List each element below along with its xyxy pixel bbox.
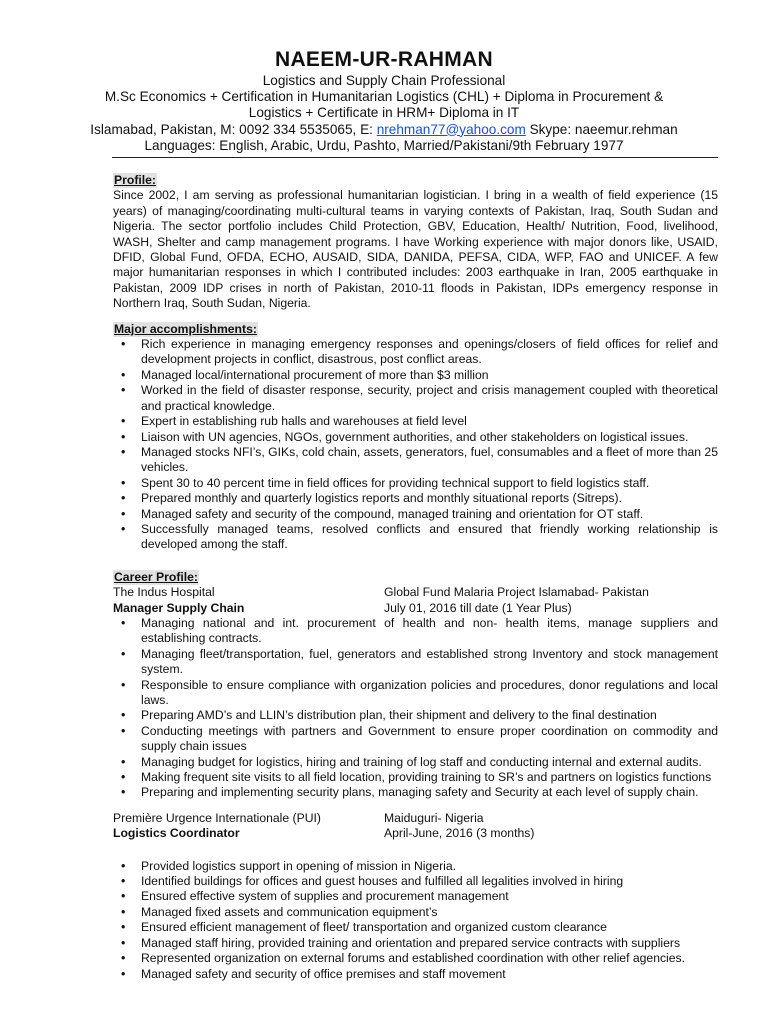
job-org-row: [113, 811, 718, 826]
list-item: • Successfully managed teams, resolved conflicts and ensured that friendly working relationship is developed among the staff.: [141, 522, 718, 553]
job-dates: April-June, 2016 (3 months): [384, 826, 535, 841]
career-section: [113, 570, 718, 982]
list-item: • Preparing AMD’s and LLIN’s distribution plan, their shipment and delivery to the final destination: [141, 708, 718, 723]
profile-text: Since 2002, I am serving as professional humanitarian logistician. I bring in a wealth of field experience (15 years) of managing/coordinating multi-cultural teams in varying contexts of Pakistan, Iraq, South Sudan and Nigeria. The sector portfolio includes Child Protection, GBV, Education, Health/ Nutrition, Food, livelihood, WASH, Shelter and camp management programs. I have Working experience with major donors like, USAID, DFID, Global Fund, OFDA, ECHO, AUSAID, SIDA, DANIDA, PEFSA, CIDA, WFP, FAO and UNICEF. A few major humanitarian responses in which I contributed includes: 2003 earthquake in Iran, 2005 earthquake in Pakistan, 2009 IDP crises in north of Pakistan, 2010-11 floods in Pakistan, IDPs emergency response in Northern Iraq, South Sudan, Nigeria.: [113, 188, 718, 311]
list-item: • Managing budget for logistics, hiring and training of log staff and conducting internal and external audits.: [141, 755, 718, 770]
job-duties-list: [113, 616, 718, 801]
resume-header: [0, 47, 768, 154]
list-item: • Managed safety and security of office premises and staff movement: [141, 967, 718, 982]
list-item: • Managed stocks NFI’s, GIKs, cold chain, assets, generators, fuel, consumables and a fleet of more than 25 vehicles.: [141, 445, 718, 476]
accomplishments-heading: Major accomplishments:: [114, 321, 257, 336]
list-item: • Prepared monthly and quarterly logistics reports and monthly situational reports (Sitreps).: [141, 491, 718, 506]
professional-title: Logistics and Supply Chain Professional: [262, 73, 506, 88]
job-org-row: [113, 585, 718, 600]
list-item: • Rich experience in managing emergency responses and openings/closers of field offices for relief and development projects in conflict, disastrous, post conflict areas.: [141, 337, 718, 368]
list-item: • Conducting meetings with partners and Government to ensure proper coordination on commodity and supply chain issues: [141, 724, 718, 755]
list-item: • Making frequent site visits to all field location, providing training to SR’s and partners on logistics functions: [141, 770, 718, 785]
list-item: • Managing fleet/transportation, fuel, generators and established strong Inventory and stock management system.: [141, 647, 718, 678]
job-role: Logistics Coordinator: [113, 826, 240, 841]
job-organization: The Indus Hospital: [113, 585, 215, 600]
job-duties-list: [113, 859, 718, 982]
career-heading: Career Profile:: [114, 569, 198, 584]
resume-body: [113, 173, 718, 982]
job-role: Manager Supply Chain: [113, 600, 245, 615]
contact-address-phone: Islamabad, Pakistan, M: 0092 334 5535065, E:: [90, 121, 377, 137]
job-dates: July 01, 2016 till date (1 Year Plus): [384, 600, 572, 615]
list-item: • Represented organization on external forums and established coordination with other relief agencies.: [141, 951, 718, 966]
list-item: • Worked in the field of disaster response, security, project and crisis management coupled with theoretical and practical knowledge.: [141, 383, 718, 414]
profile-section: [113, 173, 718, 312]
skype-id: Skype: naeemur.rehman: [525, 121, 678, 137]
job-location: Maiduguri- Nigeria: [384, 810, 484, 825]
job-entry-indus: [113, 585, 718, 801]
list-item: • Managed safety and security of the compound, managed training and orientation for OT staff.: [141, 507, 718, 522]
list-item: • Responsible to ensure compliance with organization policies and procedures, donor regulations and local laws.: [141, 678, 718, 709]
list-item: • Spent 30 to 40 percent time in field offices for providing technical support to field logistics staff.: [141, 476, 718, 491]
header-divider: [112, 157, 718, 158]
list-item: • Preparing and implementing security plans, managing safety and Security at each level of supply chain.: [141, 785, 718, 800]
list-item: • Identified buildings for offices and guest houses and fulfilled all legalities involved in hiring: [141, 874, 718, 889]
job-location: Global Fund Malaria Project Islamabad- Pakistan: [384, 585, 649, 600]
list-item: • Expert in establishing rub halls and warehouses at field level: [141, 414, 718, 429]
education-line-1: M.Sc Economics + Certification in Humanitarian Logistics (CHL) + Diploma in Procurement &: [104, 89, 664, 105]
email-link[interactable]: nrehman77@yahoo.com: [376, 121, 526, 137]
job-entry-pui: [113, 811, 718, 982]
contact-line: [0, 122, 768, 138]
list-item: • Ensured effective system of supplies and procurement management: [141, 889, 718, 904]
job-organization: Première Urgence Internationale (PUI): [113, 810, 321, 825]
languages-line: Languages: English, Arabic, Urdu, Pashto, Married/Pakistani/9th February 1977: [144, 137, 624, 153]
candidate-name: NAEEM-UR-RAHMAN: [275, 48, 493, 71]
job-role-row: [113, 601, 718, 616]
list-item: • Provided logistics support in opening of mission in Nigeria.: [141, 859, 718, 874]
accomplishments-list: [113, 337, 718, 553]
list-item: • Managed local/international procurement of more than $3 million: [141, 368, 718, 383]
list-item: • Managing national and int. procurement of health and non- health items, manage suppliers and establishing contracts.: [141, 616, 718, 647]
accomplishments-section: [113, 322, 718, 553]
list-item: • Ensured efficient management of fleet/ transportation and organized custom clearance: [141, 920, 718, 935]
job-role-row: [113, 826, 718, 841]
list-item: • Managed fixed assets and communication equipment’s: [141, 905, 718, 920]
list-item: • Managed staff hiring, provided training and orientation and prepared service contracts with suppliers: [141, 936, 718, 951]
profile-heading: Profile:: [114, 173, 156, 187]
education-line-2: Logistics + Certificate in HRM+ Diploma in IT: [248, 105, 520, 121]
list-item: • Liaison with UN agencies, NGOs, government authorities, and other stakeholders on logistical issues.: [141, 430, 718, 445]
